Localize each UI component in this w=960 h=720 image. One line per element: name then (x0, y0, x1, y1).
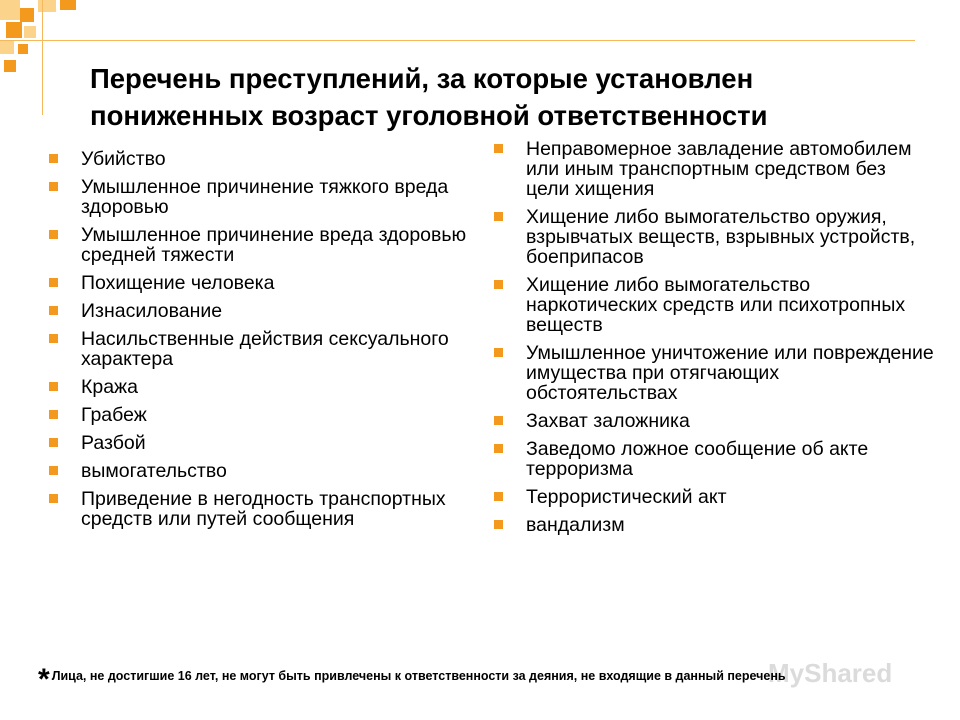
list-item-text: Неправомерное завладение автомобилем или иным транспортным средством без цели хищения (526, 138, 912, 200)
bullet-square-icon (494, 492, 503, 501)
bullet-square-icon (494, 520, 503, 529)
list-item (494, 411, 934, 431)
deco-square (0, 40, 14, 54)
list-item (494, 275, 934, 335)
deco-square (60, 0, 76, 10)
list-item (49, 273, 469, 293)
deco-square (4, 60, 16, 72)
list-item-text: Убийство (81, 148, 166, 170)
list-item (49, 177, 469, 217)
bullet-square-icon (494, 416, 503, 425)
list-item-text: Похищение человека (81, 272, 275, 294)
list-item (494, 343, 934, 403)
footnote-text: Лица, не достигшие 16 лет, не могут быть привлечены к ответственности за деяния, не входящие в данный перечень (51, 669, 786, 683)
list-item-text: вымогательство (81, 460, 227, 482)
list-item-text: Грабеж (81, 404, 147, 426)
bullet-square-icon (49, 382, 58, 391)
list-item (494, 515, 934, 535)
list-item-text: Изнасилование (81, 300, 223, 322)
list-item-text: Приведение в негодность транспортных средств или путей сообщения (81, 488, 446, 530)
bullet-square-icon (494, 444, 503, 453)
deco-square (24, 26, 36, 38)
bullet-square-icon (494, 348, 503, 357)
list-item (494, 207, 934, 267)
bullet-square-icon (49, 278, 58, 287)
bullet-square-icon (494, 144, 503, 153)
right-crime-list (494, 139, 934, 543)
bullet-square-icon (494, 280, 503, 289)
bullet-square-icon (49, 182, 58, 191)
deco-square (0, 0, 20, 20)
list-item-text: Насильственные действия сексуального характера (81, 328, 449, 370)
deco-square (18, 44, 28, 54)
list-item (49, 405, 469, 425)
bullet-square-icon (49, 410, 58, 419)
list-item (494, 487, 934, 507)
watermark: MyShared (768, 658, 893, 688)
deco-rule-vertical (42, 0, 43, 115)
footnote-star: * (38, 663, 50, 696)
list-item-text: Хищение либо вымогательство наркотических средств или психотропных веществ (526, 274, 906, 336)
footnote (38, 654, 948, 696)
bullet-square-icon (49, 306, 58, 315)
deco-square (20, 8, 34, 22)
bullet-square-icon (49, 466, 58, 475)
bullet-square-icon (49, 438, 58, 447)
bullet-square-icon (49, 334, 58, 343)
deco-rule-horizontal (0, 40, 915, 41)
list-item (49, 225, 469, 265)
list-item-text: Кража (81, 376, 138, 398)
list-item (494, 139, 934, 199)
list-item-text: Заведомо ложное сообщение об акте терроризма (526, 438, 869, 480)
deco-square (6, 22, 22, 38)
list-item-text: Хищение либо вымогательство оружия, взрывчатых веществ, взрывных устройств, боеприпасов (526, 206, 916, 268)
list-item-text: Террористический акт (526, 486, 727, 508)
list-item (49, 329, 469, 369)
bullet-square-icon (49, 494, 58, 503)
deco-square (38, 0, 56, 12)
list-item (49, 433, 469, 453)
list-item-text: Умышленное уничтожение или повреждение имущества при отягчающих обстоятельствах (526, 342, 934, 404)
page-title: Перечень преступлений, за которые установлен пониженных возраст уголовной ответственности (90, 63, 768, 131)
list-item-text: Умышленное причинение тяжкого вреда здоровью (81, 176, 449, 218)
list-item (49, 461, 469, 481)
bullet-square-icon (49, 230, 58, 239)
list-item (49, 149, 469, 169)
list-item-text: Разбой (81, 432, 146, 454)
list-item-text: Умышленное причинение вреда здоровью средней тяжести (81, 224, 467, 266)
list-item (494, 439, 934, 479)
bullet-square-icon (494, 212, 503, 221)
list-item-text: вандализм (526, 514, 625, 536)
left-crime-list (49, 149, 469, 537)
list-item (49, 377, 469, 397)
bullet-square-icon (49, 154, 58, 163)
list-item (49, 489, 469, 529)
list-item-text: Захват заложника (526, 410, 690, 432)
list-item (49, 301, 469, 321)
